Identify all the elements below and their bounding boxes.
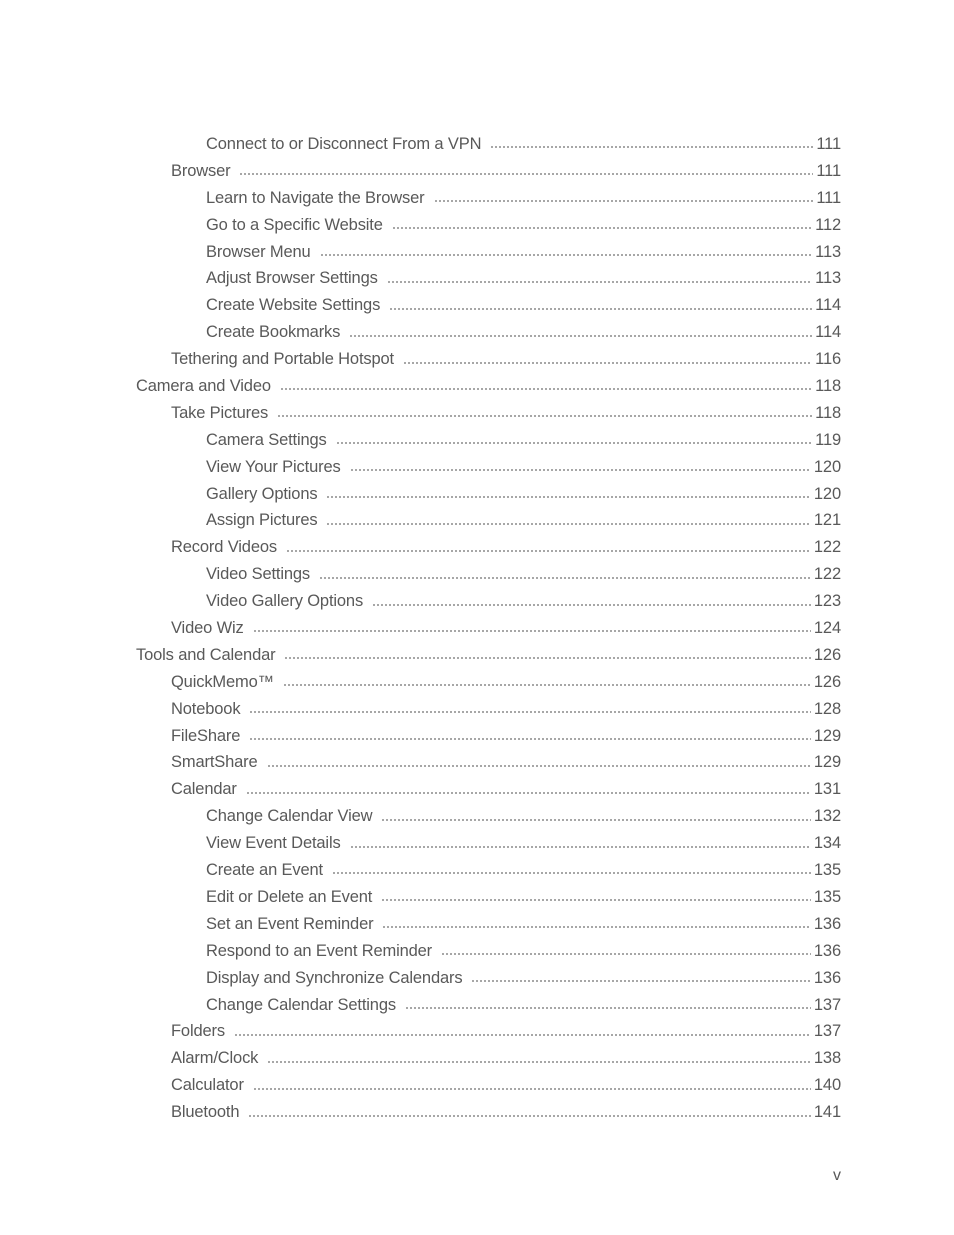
toc-entry-page: 141: [813, 1103, 841, 1122]
toc-entry[interactable]: [0, 911, 954, 938]
toc-entry-title: Set an Event Reminder: [206, 914, 374, 933]
toc-dot-leader: [253, 630, 811, 632]
toc-dot-leader: [246, 792, 811, 794]
toc-entry-title: Create Bookmarks: [206, 323, 341, 342]
toc-entry-title: Connect to or Disconnect From a VPN: [206, 135, 482, 153]
toc-entry[interactable]: [0, 481, 954, 508]
toc-entry-page: 126: [813, 645, 841, 664]
toc-entry-title: Video Settings: [206, 565, 311, 584]
table-of-contents: [0, 131, 954, 1126]
toc-entry-page: 119: [815, 430, 841, 449]
toc-entry-page: 134: [813, 834, 841, 853]
toc-entry-title: Create Website Settings: [206, 296, 381, 315]
toc-entry-title: Tethering and Portable Hotspot: [171, 350, 394, 369]
toc-entry-title: Folders: [171, 1022, 225, 1041]
toc-dot-leader: [284, 657, 810, 659]
toc-entry[interactable]: [0, 965, 954, 992]
toc-entry-page: 111: [816, 188, 841, 207]
toc-entry[interactable]: [0, 212, 954, 239]
toc-dot-leader: [267, 765, 811, 767]
toc-entry[interactable]: [0, 776, 954, 803]
toc-dot-leader: [249, 711, 810, 713]
toc-entry-page: 118: [815, 403, 841, 422]
toc-entry-page: 113: [815, 269, 841, 288]
page-number: v: [833, 1167, 841, 1184]
toc-entry-page: 138: [813, 1049, 841, 1068]
toc-entry-page: 122: [813, 538, 841, 557]
toc-entry-page: 129: [813, 726, 841, 745]
toc-entry-title: Alarm/Clock: [171, 1049, 259, 1068]
toc-entry-title: QuickMemo™: [171, 672, 275, 691]
toc-entry-page: 121: [813, 511, 841, 530]
toc-dot-leader: [280, 388, 812, 390]
toc-entry-page: 126: [813, 672, 841, 691]
toc-entry[interactable]: [0, 346, 954, 373]
toc-entry-page: 113: [815, 242, 841, 261]
toc-entry-title: Calendar: [171, 780, 237, 799]
toc-entry-page: 111: [816, 135, 841, 153]
toc-entry[interactable]: [0, 1072, 954, 1099]
toc-entry-title: Record Videos: [171, 538, 277, 557]
toc-entry[interactable]: [0, 1099, 954, 1126]
toc-entry[interactable]: [0, 534, 954, 561]
toc-entry[interactable]: [0, 830, 954, 857]
toc-dot-leader: [320, 254, 813, 256]
toc-entry-title: Change Calendar View: [206, 807, 373, 826]
toc-dot-leader: [336, 442, 813, 444]
toc-dot-leader: [326, 496, 810, 498]
toc-entry-title: Browser: [171, 161, 231, 180]
toc-dot-leader: [434, 200, 814, 202]
toc-entry-page: 120: [813, 457, 841, 476]
toc-entry-title: Create an Event: [206, 861, 323, 880]
toc-entry[interactable]: [0, 427, 954, 454]
toc-entry[interactable]: [0, 749, 954, 776]
toc-entry-title: Respond to an Event Reminder: [206, 941, 433, 960]
toc-dot-leader: [326, 523, 810, 525]
toc-entry-page: 136: [813, 941, 841, 960]
toc-dot-leader: [249, 738, 811, 740]
toc-entry[interactable]: [0, 857, 954, 884]
toc-dot-leader: [389, 308, 812, 310]
toc-dot-leader: [277, 415, 812, 417]
toc-entry[interactable]: [0, 265, 954, 292]
toc-entry-page: 131: [813, 780, 841, 799]
toc-entry[interactable]: [0, 1045, 954, 1072]
toc-dot-leader: [382, 926, 810, 928]
toc-entry-page: 118: [815, 377, 841, 396]
toc-dot-leader: [350, 846, 811, 848]
toc-entry[interactable]: [0, 615, 954, 642]
toc-dot-leader: [405, 1007, 811, 1009]
toc-dot-leader: [372, 604, 811, 606]
toc-entry-title: Camera and Video: [136, 377, 271, 396]
toc-entry[interactable]: [0, 642, 954, 669]
toc-dot-leader: [239, 173, 813, 175]
toc-entry[interactable]: [0, 131, 954, 158]
toc-dot-leader: [319, 577, 811, 579]
toc-entry-page: 120: [813, 484, 841, 503]
toc-entry[interactable]: [0, 507, 954, 534]
toc-entry-page: 128: [813, 699, 841, 718]
toc-dot-leader: [234, 1034, 811, 1036]
toc-entry[interactable]: [0, 561, 954, 588]
toc-entry[interactable]: [0, 158, 954, 185]
toc-entry-title: Notebook: [171, 699, 241, 718]
toc-entry-title: Camera Settings: [206, 430, 327, 449]
toc-dot-leader: [332, 872, 811, 874]
toc-entry-page: 140: [813, 1076, 841, 1095]
toc-entry-page: 122: [813, 565, 841, 584]
toc-entry-page: 129: [813, 753, 841, 772]
toc-entry-page: 136: [813, 914, 841, 933]
toc-entry-page: 114: [815, 296, 841, 315]
toc-entry[interactable]: [0, 185, 954, 212]
toc-dot-leader: [381, 819, 811, 821]
toc-entry-title: Calculator: [171, 1076, 244, 1095]
toc-entry-title: View Event Details: [206, 834, 341, 853]
toc-entry[interactable]: [0, 319, 954, 346]
toc-entry-title: Learn to Navigate the Browser: [206, 188, 425, 207]
toc-dot-leader: [381, 899, 811, 901]
toc-entry[interactable]: [0, 884, 954, 911]
toc-entry-page: 116: [815, 350, 841, 369]
toc-entry[interactable]: [0, 1018, 954, 1045]
toc-dot-leader: [403, 362, 812, 364]
toc-dot-leader: [267, 1061, 811, 1063]
toc-entry-title: Tools and Calendar: [136, 645, 276, 664]
toc-entry-page: 137: [813, 1022, 841, 1041]
toc-entry[interactable]: [0, 723, 954, 750]
toc-entry-title: Video Wiz: [171, 619, 244, 638]
toc-entry-title: Display and Synchronize Calendars: [206, 968, 463, 987]
toc-entry-title: FileShare: [171, 726, 241, 745]
toc-entry[interactable]: [0, 696, 954, 723]
toc-entry-title: Go to a Specific Website: [206, 215, 383, 234]
toc-entry-title: Assign Pictures: [206, 511, 318, 530]
toc-dot-leader: [253, 1088, 811, 1090]
toc-entry-title: Edit or Delete an Event: [206, 887, 373, 906]
toc-dot-leader: [286, 550, 811, 552]
toc-entry-title: Change Calendar Settings: [206, 995, 396, 1014]
toc-entry[interactable]: [0, 669, 954, 696]
toc-entry-page: 135: [813, 861, 841, 880]
toc-entry-page: 137: [813, 995, 841, 1014]
toc-entry-page: 132: [813, 807, 841, 826]
toc-entry-title: Bluetooth: [171, 1103, 240, 1122]
toc-dot-leader: [350, 469, 811, 471]
toc-entry-page: 135: [813, 887, 841, 906]
toc-dot-leader: [349, 335, 812, 337]
toc-dot-leader: [283, 684, 811, 686]
toc-entry-page: 112: [815, 215, 841, 234]
toc-dot-leader: [392, 227, 812, 229]
toc-entry[interactable]: [0, 400, 954, 427]
toc-dot-leader: [441, 953, 811, 955]
toc-entry[interactable]: [0, 454, 954, 481]
toc-entry-title: SmartShare: [171, 753, 258, 772]
toc-entry-page: 123: [813, 592, 841, 611]
toc-entry-page: 114: [815, 323, 841, 342]
toc-dot-leader: [248, 1115, 811, 1117]
toc-dot-leader: [471, 980, 810, 982]
toc-entry-title: Adjust Browser Settings: [206, 269, 378, 288]
toc-entry-title: View Your Pictures: [206, 457, 341, 476]
toc-entry-page: 111: [816, 161, 841, 180]
toc-entry[interactable]: [0, 239, 954, 266]
toc-entry[interactable]: [0, 938, 954, 965]
toc-entry-title: Gallery Options: [206, 484, 318, 503]
toc-entry[interactable]: [0, 588, 954, 615]
toc-entry[interactable]: [0, 292, 954, 319]
toc-dot-leader: [490, 146, 813, 148]
toc-entry-page: 136: [813, 968, 841, 987]
toc-entry[interactable]: [0, 373, 954, 400]
toc-dot-leader: [387, 281, 812, 283]
toc-entry[interactable]: [0, 992, 954, 1019]
toc-entry-title: Take Pictures: [171, 403, 269, 422]
toc-entry-title: Video Gallery Options: [206, 592, 364, 611]
toc-entry-page: 124: [813, 619, 841, 638]
toc-entry[interactable]: [0, 803, 954, 830]
toc-entry-title: Browser Menu: [206, 242, 311, 261]
